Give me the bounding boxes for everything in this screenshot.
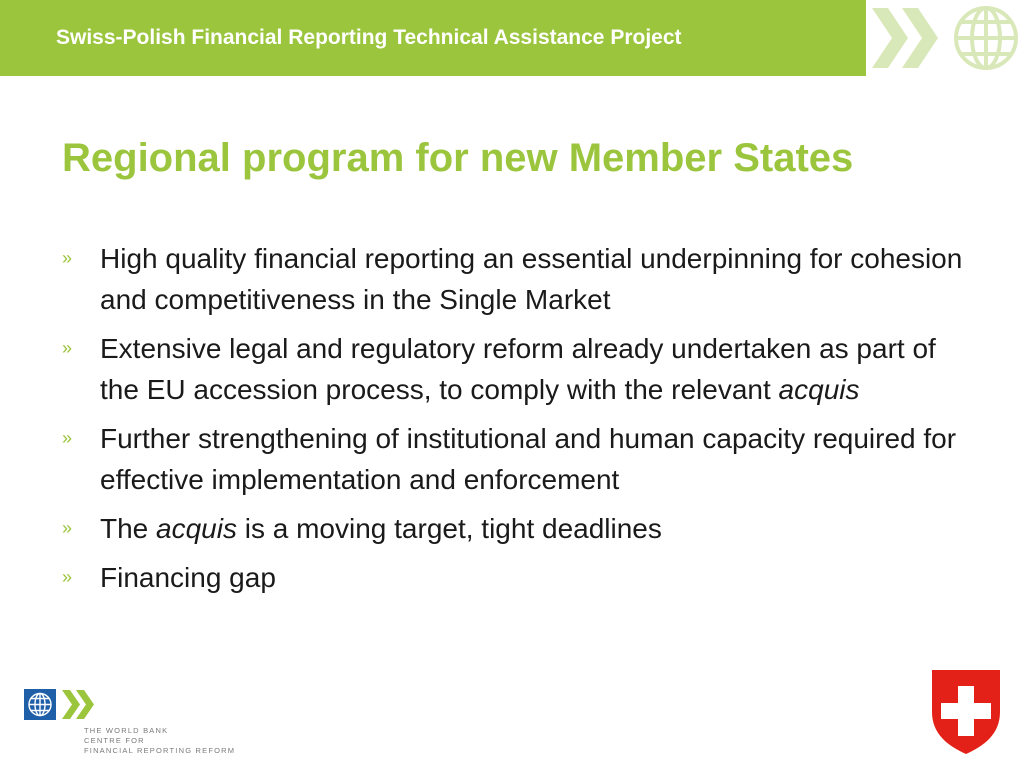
globe-icon <box>956 8 1016 68</box>
bullet-marker: » <box>62 567 73 587</box>
header-bar <box>0 0 866 76</box>
bullet-item <box>62 557 982 598</box>
bullet-item <box>62 238 982 320</box>
bullet-text-part: Further strengthening of institutional and human capacity required for effective implementation and enforcement <box>100 423 957 495</box>
chevrons-right-icon <box>62 690 94 719</box>
bullet-text-part: High quality financial reporting an essential underpinning for cohesion and competitiveness in the Single Market <box>100 243 963 315</box>
world-bank-globe-icon <box>24 689 56 720</box>
bullet-text-part: Financing gap <box>100 562 276 593</box>
bullet-text <box>100 333 936 405</box>
header-title: Swiss-Polish Financial Reporting Technical Assistance Project <box>56 26 682 49</box>
world-bank-logo <box>24 686 234 758</box>
bullet-text <box>100 513 662 544</box>
bullet-text <box>100 423 956 495</box>
footer-line: FINANCIAL REPORTING REFORM <box>84 746 236 755</box>
header-logo <box>868 0 1024 76</box>
bullet-marker: » <box>62 248 73 268</box>
bullet-list <box>62 238 982 606</box>
slide-title: Regional program for new Member States <box>62 136 854 180</box>
bullet-marker: » <box>62 428 73 448</box>
world-bank-logo-mark <box>24 686 124 722</box>
bullet-text-part: The <box>100 513 157 544</box>
swiss-cross-shield-icon <box>928 664 1004 756</box>
bullet-text <box>100 562 276 593</box>
bullet-item <box>62 508 982 549</box>
chevrons-right-icon <box>872 8 938 68</box>
bullet-item <box>62 418 982 500</box>
bullet-marker: » <box>62 338 73 358</box>
bullet-text <box>100 243 962 315</box>
bullet-marker: » <box>62 518 73 538</box>
bullet-text-part: is a moving target, tight deadlines <box>236 513 662 544</box>
bullet-text-italic: acquis <box>778 374 860 405</box>
bullet-text-italic: acquis <box>156 513 237 544</box>
bullet-item <box>62 328 982 410</box>
footer-line: CENTRE FOR <box>84 736 145 745</box>
bullet-text-part: Extensive legal and regulatory reform already undertaken as part of the EU accession process, to comply with the relevant <box>100 333 936 405</box>
footer-line: THE WORLD BANK <box>84 726 169 735</box>
